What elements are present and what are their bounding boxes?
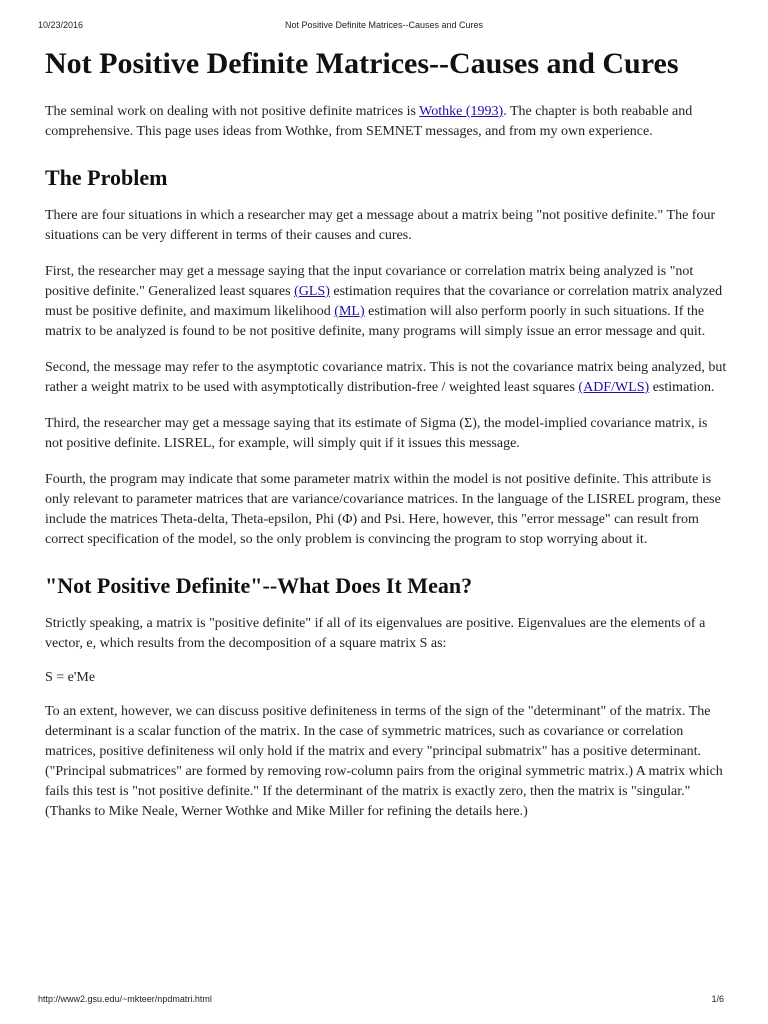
meaning-paragraph-2: To an extent, however, we can discuss positive definiteness in terms of the sign of the "determinant" of the matrix. The determinant is a scalar function of the matrix. In the case of symmetric matrices, such as covariance or correlation matrices, positive definiteness wil only hold if the matrix and every "principal submatrix" has a positive determinant. ("Principal submatrices" are formed by removing row-column pairs from the original symmetric matrix.) A matrix which fails this test is "not positive definite." If the determinant of the matrix is exactly zero, then the matrix is "singular." (Thanks to Mike Neale, Werner Wothke and Mike Miller for refining the details here.) xyxy=(45,704,723,819)
problem-paragraph-4: Third, the researcher may get a message saying that its estimate of Sigma (Σ), the model-implied covariance matrix, is not positive definite. LISREL, for example, will simply quit if it issues this message. xyxy=(45,416,708,451)
equation: S = e'Me xyxy=(45,670,96,685)
gls-link[interactable]: (GLS) xyxy=(294,284,330,299)
document-body xyxy=(45,44,728,822)
print-header xyxy=(0,0,768,30)
problem-paragraph-3: Second, the message may refer to the asymptotic covariance matrix. This is not the covariance matrix being analyzed, but rather a weight matrix to be used with asymptotically distribution-free / weighted least squares (ADF/WLS) estimation. xyxy=(45,360,727,395)
ml-link[interactable]: (ML) xyxy=(334,304,365,319)
section-heading-meaning: "Not Positive Definite"--What Does It Mean? xyxy=(45,573,473,598)
page-url: http://www2.gsu.edu/~mkteer/npdmatri.html xyxy=(38,994,212,1004)
problem-paragraph-2: First, the researcher may get a message saying that the input covariance or correlation matrix being analyzed is "not positive definite." Generalized least squares (GLS) estimation requires that the covariance or correlation matrix analyzed must be positive definite, and maximum likelihood (ML) estimation will also perform poorly in such situations. If the matrix to be analyzed is found to be not positive definite, many programs will simply issue an error message and quit. xyxy=(45,264,723,339)
page-number: 1/6 xyxy=(711,994,724,1004)
meaning-paragraph-1: Strictly speaking, a matrix is "positive definite" if all of its eigenvalues are positive. Eigenvalues are the elements of a vector, e, which results from the decomposition of a square matrix S as: xyxy=(45,616,706,651)
wothke-link[interactable]: Wothke (1993) xyxy=(419,104,504,119)
intro-paragraph: The seminal work on dealing with not positive definite matrices is Wothke (1993). The chapter is both reabable and comprehensive. This page uses ideas from Wothke, from SEMNET messages, and from my own experience. xyxy=(45,104,693,139)
print-footer xyxy=(0,992,768,1010)
section-heading-problem: The Problem xyxy=(45,165,168,190)
print-title: Not Positive Definite Matrices--Causes and Cures xyxy=(284,20,484,30)
page-title: Not Positive Definite Matrices--Causes and Cures xyxy=(45,47,679,80)
adf-wls-link[interactable]: (ADF/WLS) xyxy=(578,380,650,395)
problem-paragraph-5: Fourth, the program may indicate that some parameter matrix within the model is not positive definite. This attribute is only relevant to parameter matrices that are variance/covariance matrices. In the language of the LISREL program, these include the matrices Theta-delta, Theta-epsilon, Phi (Φ) and Psi. Here, however, this "error message" can result from correct specification of the model, so the only problem is convincing the program to stop worrying about it. xyxy=(45,472,721,547)
problem-paragraph-1: There are four situations in which a researcher may get a message about a matrix being "not positive definite." The four situations can be very different in terms of their causes and cures. xyxy=(45,208,716,243)
print-date: 10/23/2016 xyxy=(38,20,84,30)
